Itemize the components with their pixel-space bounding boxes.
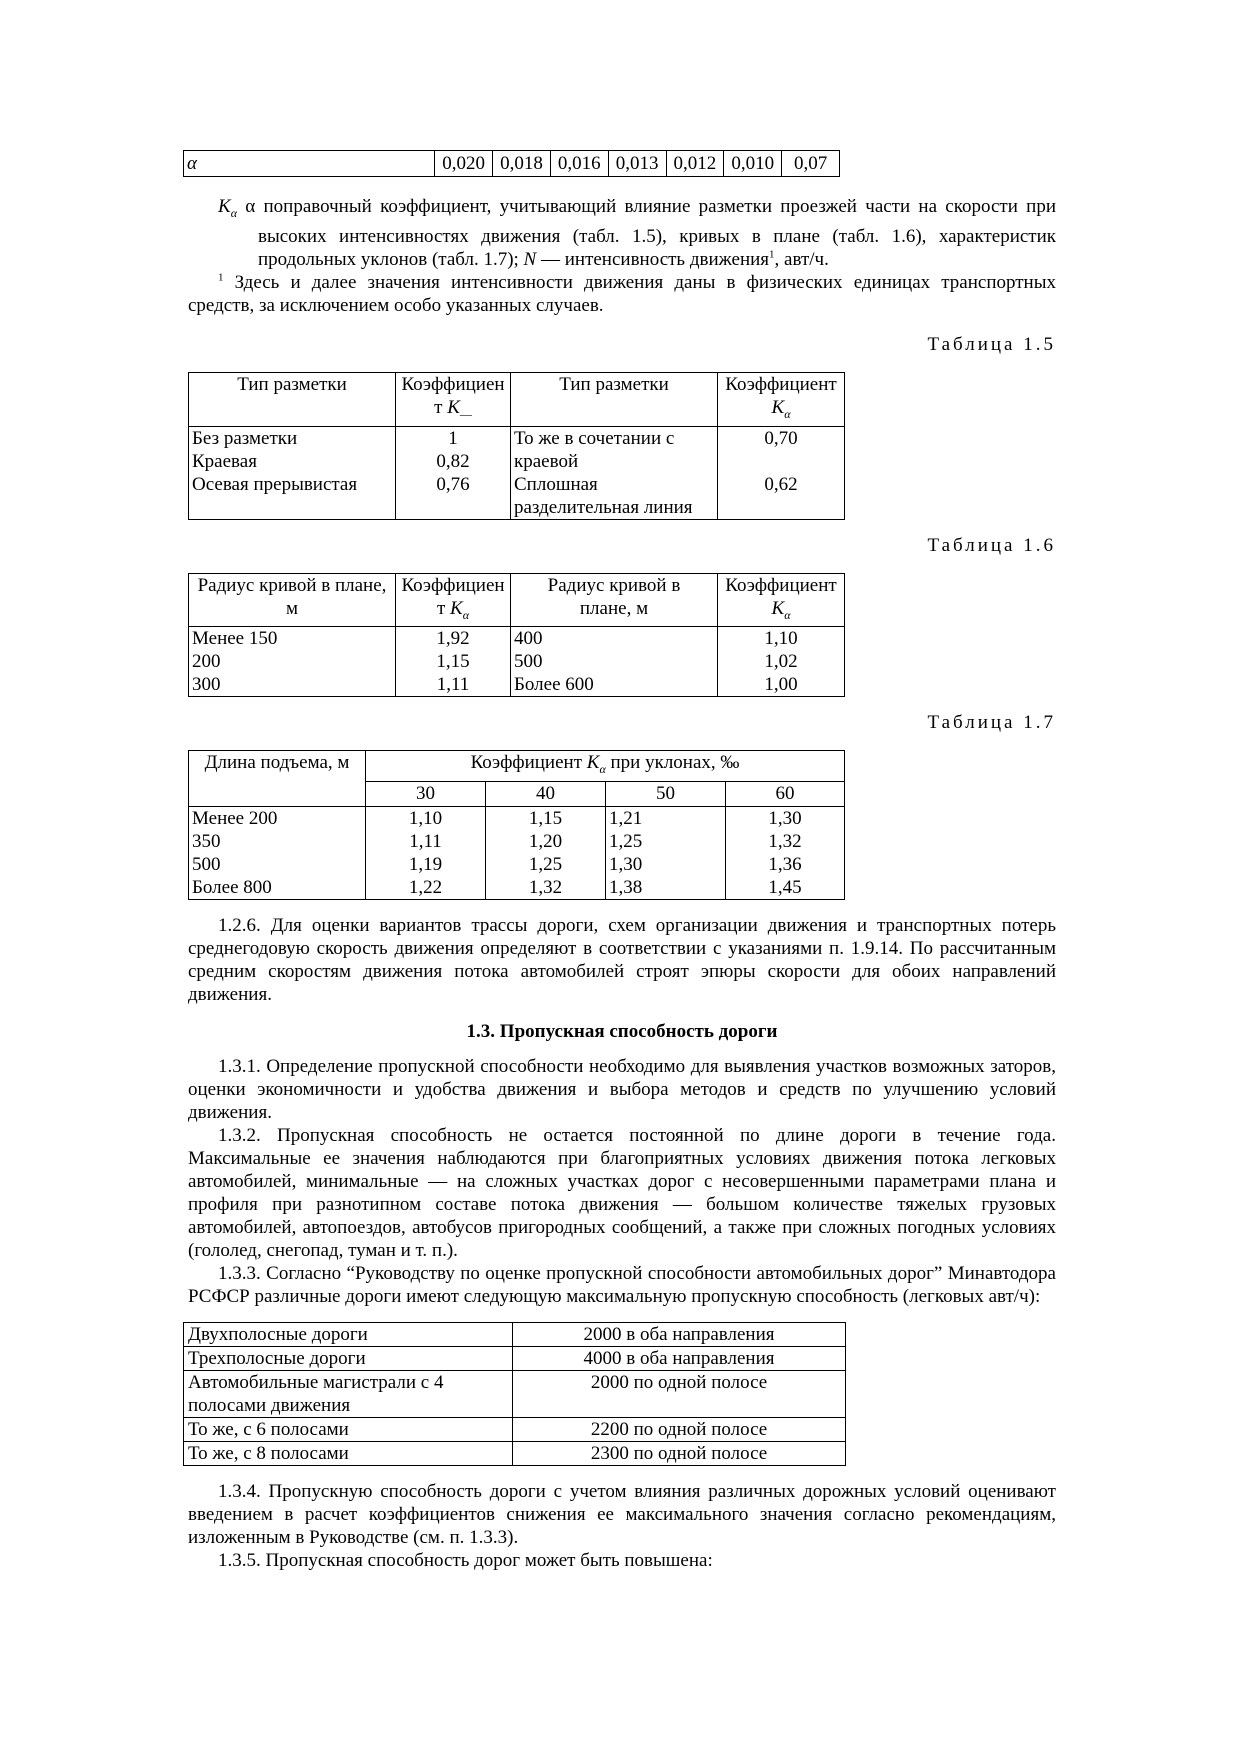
paragraph-1-2-6: 1.2.6. Для оценки вариантов трассы дороги, схем организации движения и транспортных потерь среднегодовую скорость движения определяют в соответствии с указаниями п. 1.9.14. По рассчитанным средним скоростям движения потока автомобилей строят эпюры скорости для обоих направлений движения. <box>188 915 1056 1006</box>
table-header-row <box>189 573 845 627</box>
footnote: $^1$ Здесь и далее значения интенсивности движения даны в физических единицах транспортных средств, за исключением особо указанных случаев. <box>188 271 1056 316</box>
column-header: Коэффициен т $K_—$ <box>396 372 511 426</box>
paragraph-1-3-4: 1.3.4. Пропускную способность дороги с учетом влияния различных дорожных условий оценивают введением в расчет коэффициентов снижения ее максимального значения согласно рекомендациям, изложенным в Руководстве (см. п. 1.3.3). <box>188 1481 1056 1549</box>
paragraph-1-3-2: 1.3.2. Пропускная способность не остается постоянной по длине дороги в течение года. Максимальные ее значения наблюдаются при благоприятных условиях движения потока легковых автомобилей, минимальные — на сложных участках дорог с несовершенными параметрами плана и профиля при разнотипном составе потока движения — большом количестве тяжелых грузовых автомобилей, автопоездов, автобусов пригородных сообщений, а также при сложных погодных условиях (гололед, снегопад, туман и т. п.). <box>188 1125 1056 1262</box>
capacity-table <box>183 1322 846 1466</box>
column-header: Тип разметки <box>189 372 396 426</box>
table-row: 300 1,11 Более 600 1,00 <box>189 673 845 697</box>
table-cell: 0,012 <box>666 151 724 177</box>
kalpha-definition: $K_\alpha$ α поправочный коэффициент, учитывающий влияние разметки проезжей части на скорости при высоких интенсивностях движения (табл. 1.5), кривых в плане (табл. 1.6), характеристик продольных уклонов (табл. 1.7); N — интенсивность движения$^1$, авт/ч. <box>218 196 1056 270</box>
table-caption: Таблица 1.5 <box>927 333 1056 355</box>
column-header: Длина подъема, м <box>189 751 366 807</box>
table-cell: 0,010 <box>724 151 782 177</box>
paragraph-1-3-3: 1.3.3. Согласно “Руководству по оценке пропускной способности автомобильных дорог” Минавтодора РСФСР различные дороги имеют следующую максимальную пропускную способность (легковых авт/ч): <box>188 1263 1056 1308</box>
table-row: Осевая прерывистая 0,76 Сплошная 0,62 <box>189 473 845 496</box>
column-header: 60 <box>726 782 845 807</box>
table-header-row <box>189 751 845 782</box>
column-header: 40 <box>486 782 606 807</box>
table-header-row <box>189 372 845 426</box>
table-caption: Таблица 1.7 <box>927 712 1056 734</box>
table-row: Без разметки 1 То же в сочетании с 0,70 <box>189 426 845 450</box>
table-1-6 <box>188 573 845 698</box>
table-row: разделительная линия <box>189 496 845 520</box>
column-header: 50 <box>606 782 726 807</box>
table-1-7 <box>188 750 845 900</box>
column-header: Коэффициент $K_\alpha$ при уклонах, ‰ <box>366 751 845 782</box>
column-header: Коэффициент $K_\alpha$ <box>718 573 845 627</box>
document-page <box>188 150 1056 1572</box>
table-row: То же, с 6 полосами 2200 по одной полосе <box>184 1418 846 1442</box>
table-row: То же, с 8 полосами 2300 по одной полосе <box>184 1442 846 1466</box>
table-1-5 <box>188 372 845 520</box>
table-row: Краевая 0,82 краевой <box>189 450 845 473</box>
alpha-table <box>183 150 840 177</box>
column-header: Радиус кривой в плане, м <box>189 573 396 627</box>
column-header: Радиус кривой в плане, м <box>511 573 718 627</box>
column-header: Коэффициент $K_\alpha$ <box>718 372 845 426</box>
alpha-label: α <box>187 153 197 174</box>
section-heading: 1.3. Пропускная способность дороги <box>466 1021 778 1043</box>
table-row: 200 1,15 500 1,02 <box>189 650 845 673</box>
table-row: Трехполосные дороги 4000 в оба направления <box>184 1347 846 1371</box>
table-row: Менее 150 1,92 400 1,10 <box>189 627 845 651</box>
column-header: 30 <box>366 782 486 807</box>
column-header: Тип разметки <box>511 372 718 426</box>
table-row <box>184 151 840 177</box>
table-row: Двухполосные дороги 2000 в оба направления <box>184 1323 846 1347</box>
table-cell: 0,07 <box>782 151 840 177</box>
paragraph-1-3-1: 1.3.1. Определение пропускной способности необходимо для выявления участков возможных заторов, оценки экономичности и удобства движения и выбора методов и средств по улучшению условий движения. <box>188 1056 1056 1124</box>
table-cell: 0,020 <box>435 151 493 177</box>
table-cell: 0,018 <box>493 151 551 177</box>
table-row: Менее 200 1,10 1,15 1,21 1,30 <box>189 807 845 831</box>
table-cell: 0,016 <box>550 151 608 177</box>
paragraph-1-3-5: 1.3.5. Пропускная способность дорог может быть повышена: <box>218 1550 713 1572</box>
table-row: 500 1,19 1,25 1,30 1,36 <box>189 853 845 876</box>
table-row: Более 800 1,22 1,32 1,38 1,45 <box>189 876 845 900</box>
table-row: Автомобильные магистрали с 4 полосами движения 2000 по одной полосе <box>184 1371 846 1418</box>
table-row: 350 1,11 1,20 1,25 1,32 <box>189 830 845 853</box>
column-header: Коэффициен т $K_\alpha$ <box>396 573 511 627</box>
table-caption: Таблица 1.6 <box>927 534 1056 556</box>
table-cell: 0,013 <box>608 151 666 177</box>
